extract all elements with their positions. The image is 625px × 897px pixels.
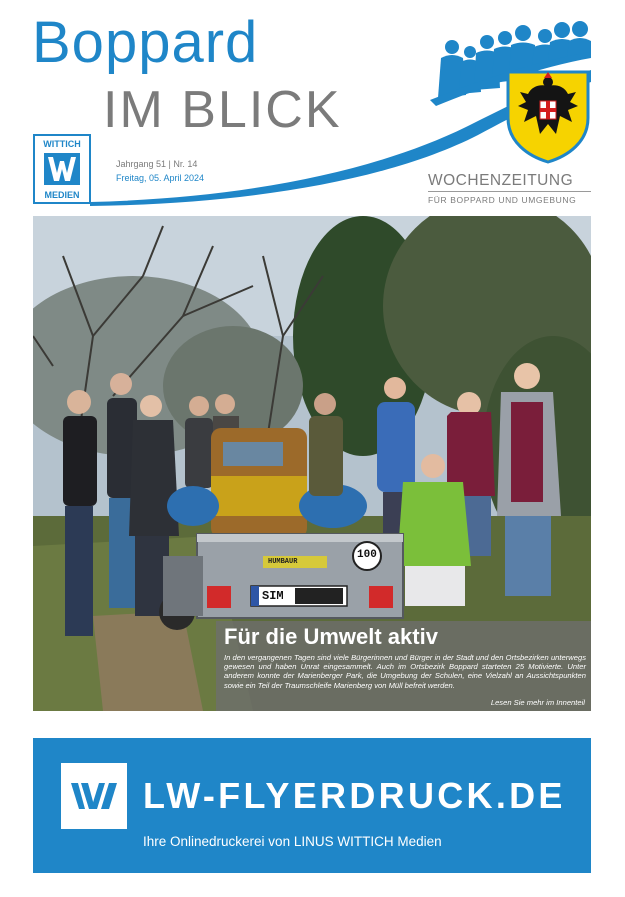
trailer-brand-label: HUMBAUR [268,558,298,566]
wittich-w-icon [44,153,80,185]
issue-date: Freitag, 05. April 2024 [116,173,205,183]
flyerdruck-ad-banner[interactable] [33,738,591,873]
ad-url[interactable]: LW-FLYERDRUCK.DE [143,775,566,816]
license-plate-label: SIM [262,589,284,603]
cover-story-headline: Für die Umwelt aktiv [224,624,438,649]
logo-text-top: WITTICH [43,139,81,149]
masthead [0,0,625,215]
cover-photo [33,216,591,711]
lw-logo-icon [61,763,127,829]
newspaper-title: Boppard [32,10,259,75]
wittich-medien-logo [33,134,91,204]
issue-number: Jahrgang 51 | Nr. 14 [116,159,198,169]
ad-tagline: Ihre Onlinedruckerei von LINUS WITTICH Medien [143,834,442,849]
cover-story-caption [216,621,591,711]
coat-of-arms-icon [508,72,588,162]
logo-text-bottom: MEDIEN [44,190,80,200]
cover-story-body: In den vergangenen Tagen sind viele Bürgerinnen und Bürger in der Stadt und den Ortsbezirken unterwegs gewesen und haben Unrat eingesammelt. Auch im Ortsbezirk Boppard starteten 25 Motivierte. Unter anderem konnte der Marienberger Park, die Umgebung der Schulen, eine Vielzahl an Aussichtspunkten sowie ein Teil der Traumschleife Marienberg von Müll befreit werden. [224,653,586,690]
speed-sign-label: 100 [357,549,377,561]
newspaper-subtitle: IM BLICK [103,81,342,139]
paper-type: WOCHENZEITUNG [428,172,574,189]
read-more-link[interactable]: Lesen Sie mehr im Innenteil [490,698,585,707]
paper-type-divider [428,191,591,192]
paper-subtitle: FÜR BOPPARD UND UMGEBUNG [428,195,577,205]
